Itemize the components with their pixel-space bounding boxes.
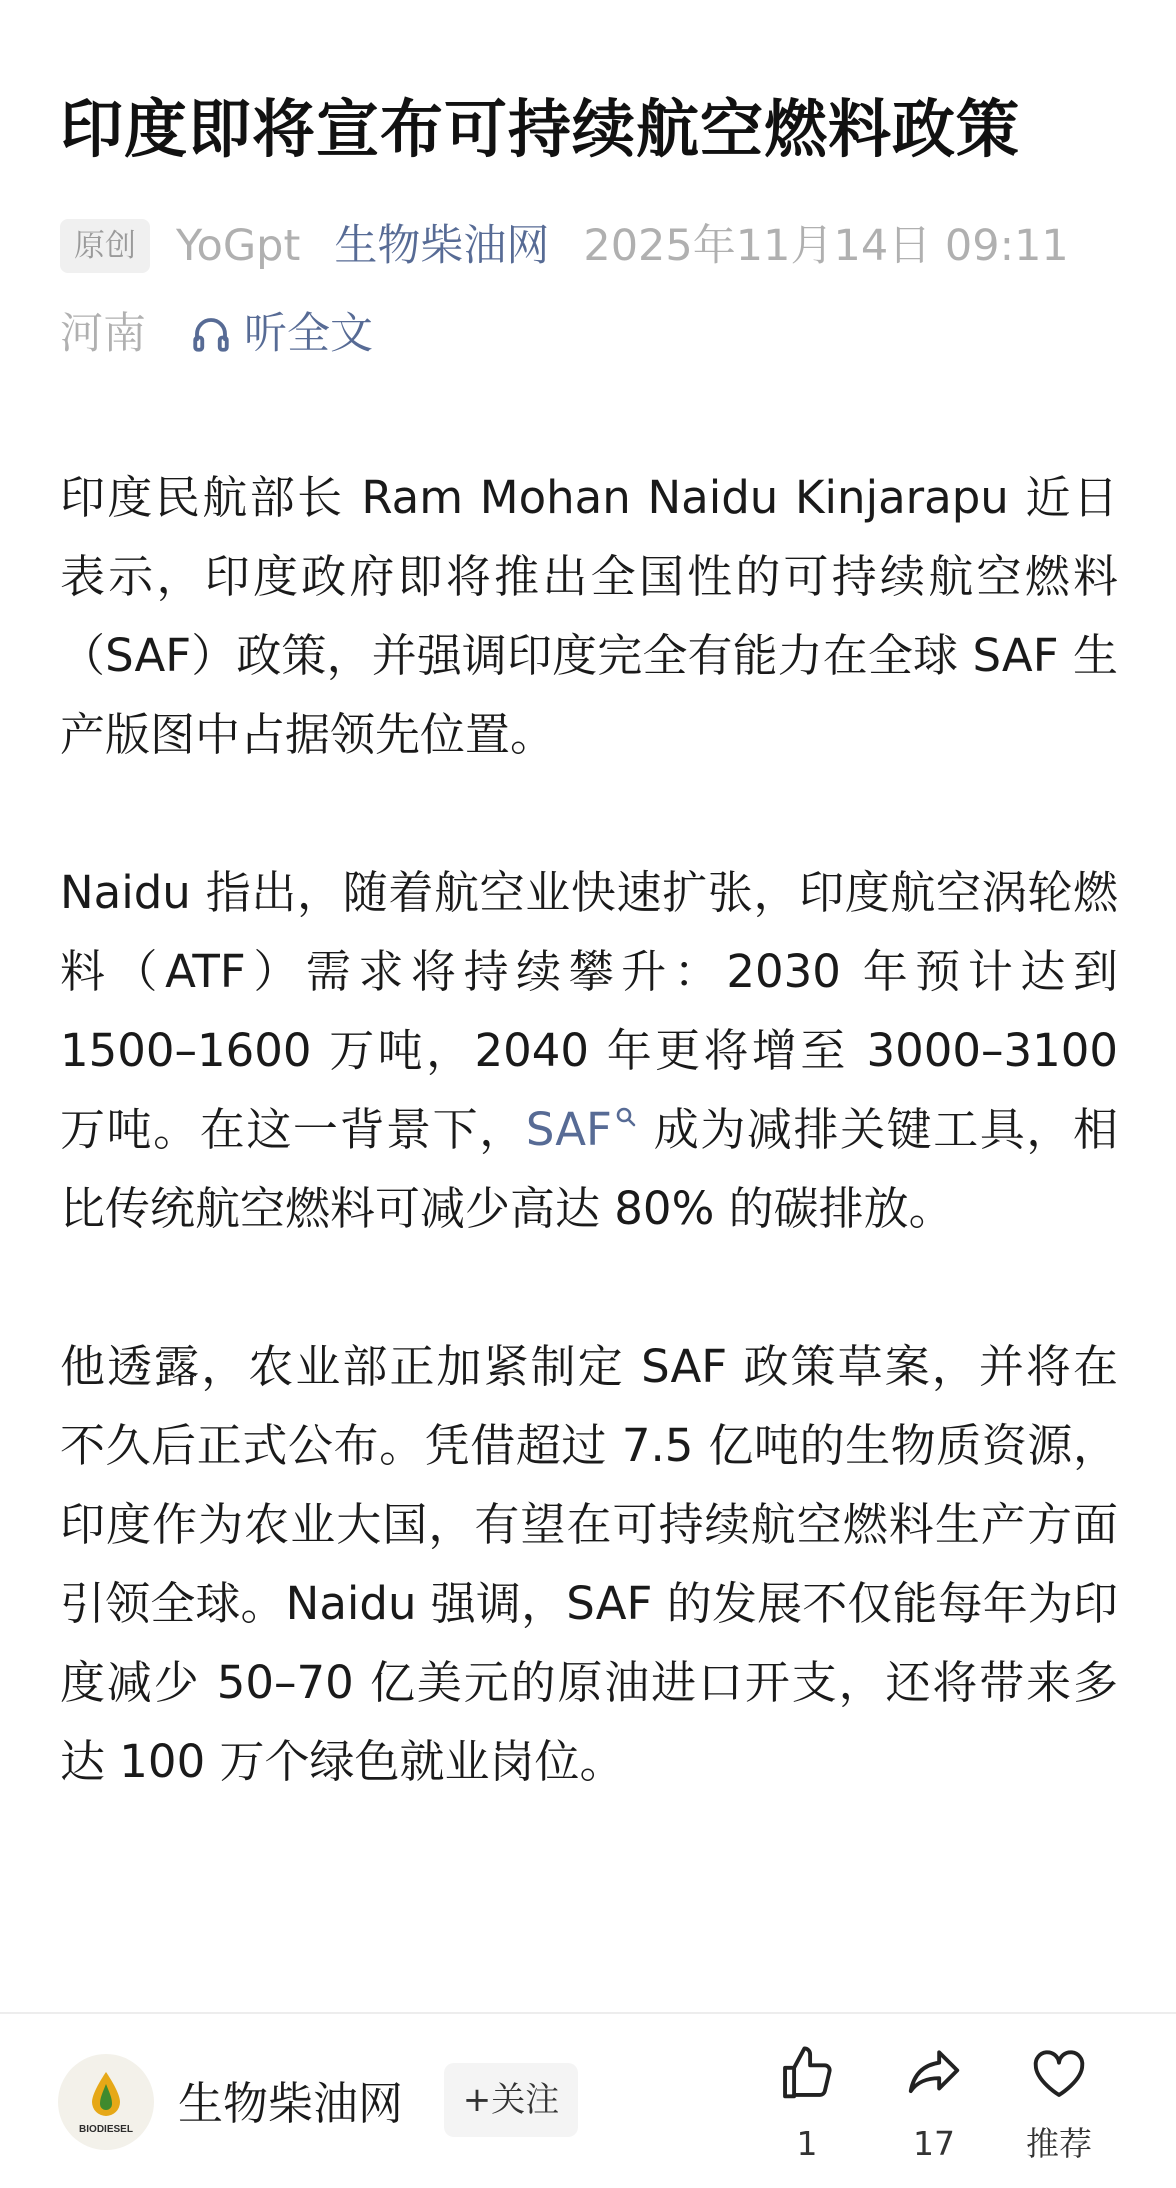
listen-label: 听全文	[244, 309, 373, 359]
paragraph-text: Naidu 指出，随着航空业快速扩张，印度航空涡轮燃料（ATF）需求将持续攀升：2030 年预计达到 1500–1600 万吨，2040 年更将增至 3000–3100 万吨。在这一背景下，	[60, 866, 1118, 1156]
account-link[interactable]: 生物柴油网	[334, 221, 550, 271]
paragraph	[60, 853, 1118, 1248]
listen-button[interactable]	[190, 302, 373, 366]
account-avatar[interactable]	[58, 2054, 154, 2150]
like-button[interactable]	[752, 2042, 862, 2166]
article-body	[60, 458, 1118, 1880]
share-arrow-icon	[903, 2042, 965, 2104]
recommend-label: 推荐	[1026, 2124, 1092, 2163]
original-badge: 原创	[60, 219, 150, 273]
publish-datetime: 2025年11月14日 09:11	[583, 221, 1069, 271]
bottom-bar	[0, 2014, 1176, 2188]
article-meta-2	[60, 302, 373, 366]
recommend-button[interactable]	[1004, 2042, 1114, 2166]
paragraph-text: 成为减排关键工具，相比传统航空燃料可减少高达 80% 的碳排放。	[60, 1103, 1118, 1235]
keyword-search-link[interactable]	[526, 1103, 638, 1156]
like-count: 1	[796, 2124, 818, 2163]
follow-button[interactable]: +关注	[444, 2063, 578, 2137]
location-label: 河南	[60, 309, 146, 359]
thumbs-up-icon	[776, 2042, 838, 2104]
author-name: YoGpt	[176, 221, 301, 271]
article-meta	[60, 214, 1069, 278]
keyword-text: SAF	[525, 1103, 612, 1156]
article-title: 印度即将宣布可持续航空燃料政策	[60, 93, 1020, 166]
share-count: 17	[913, 2124, 955, 2163]
footer-account-name[interactable]: 生物柴油网	[178, 2077, 404, 2130]
paragraph: 印度民航部长 Ram Mohan Naidu Kinjarapu 近日表示，印度政府即将推出全国性的可持续航空燃料（SAF）政策，并强调印度完全有能力在全球 SAF 生产版图中占据领先位置。	[60, 471, 1118, 761]
search-icon	[614, 1105, 638, 1129]
heart-icon	[1028, 2042, 1090, 2104]
headphones-icon	[190, 313, 232, 355]
share-button[interactable]	[879, 2042, 989, 2166]
biodiesel-logo-icon	[58, 2054, 154, 2150]
paragraph: 他透露，农业部正加紧制定 SAF 政策草案，并将在不久后正式公布。凭借超过 7.5 亿吨的生物质资源，印度作为农业大国，有望在可持续航空燃料生产方面引领全球。Naidu 强调，SAF 的发展不仅能每年为印度减少 50–70 亿美元的原油进口开支，还将带来多达 100 万个绿色就业岗位。	[60, 1340, 1118, 1788]
svg-text:BIODIESEL: BIODIESEL	[79, 2124, 133, 2135]
